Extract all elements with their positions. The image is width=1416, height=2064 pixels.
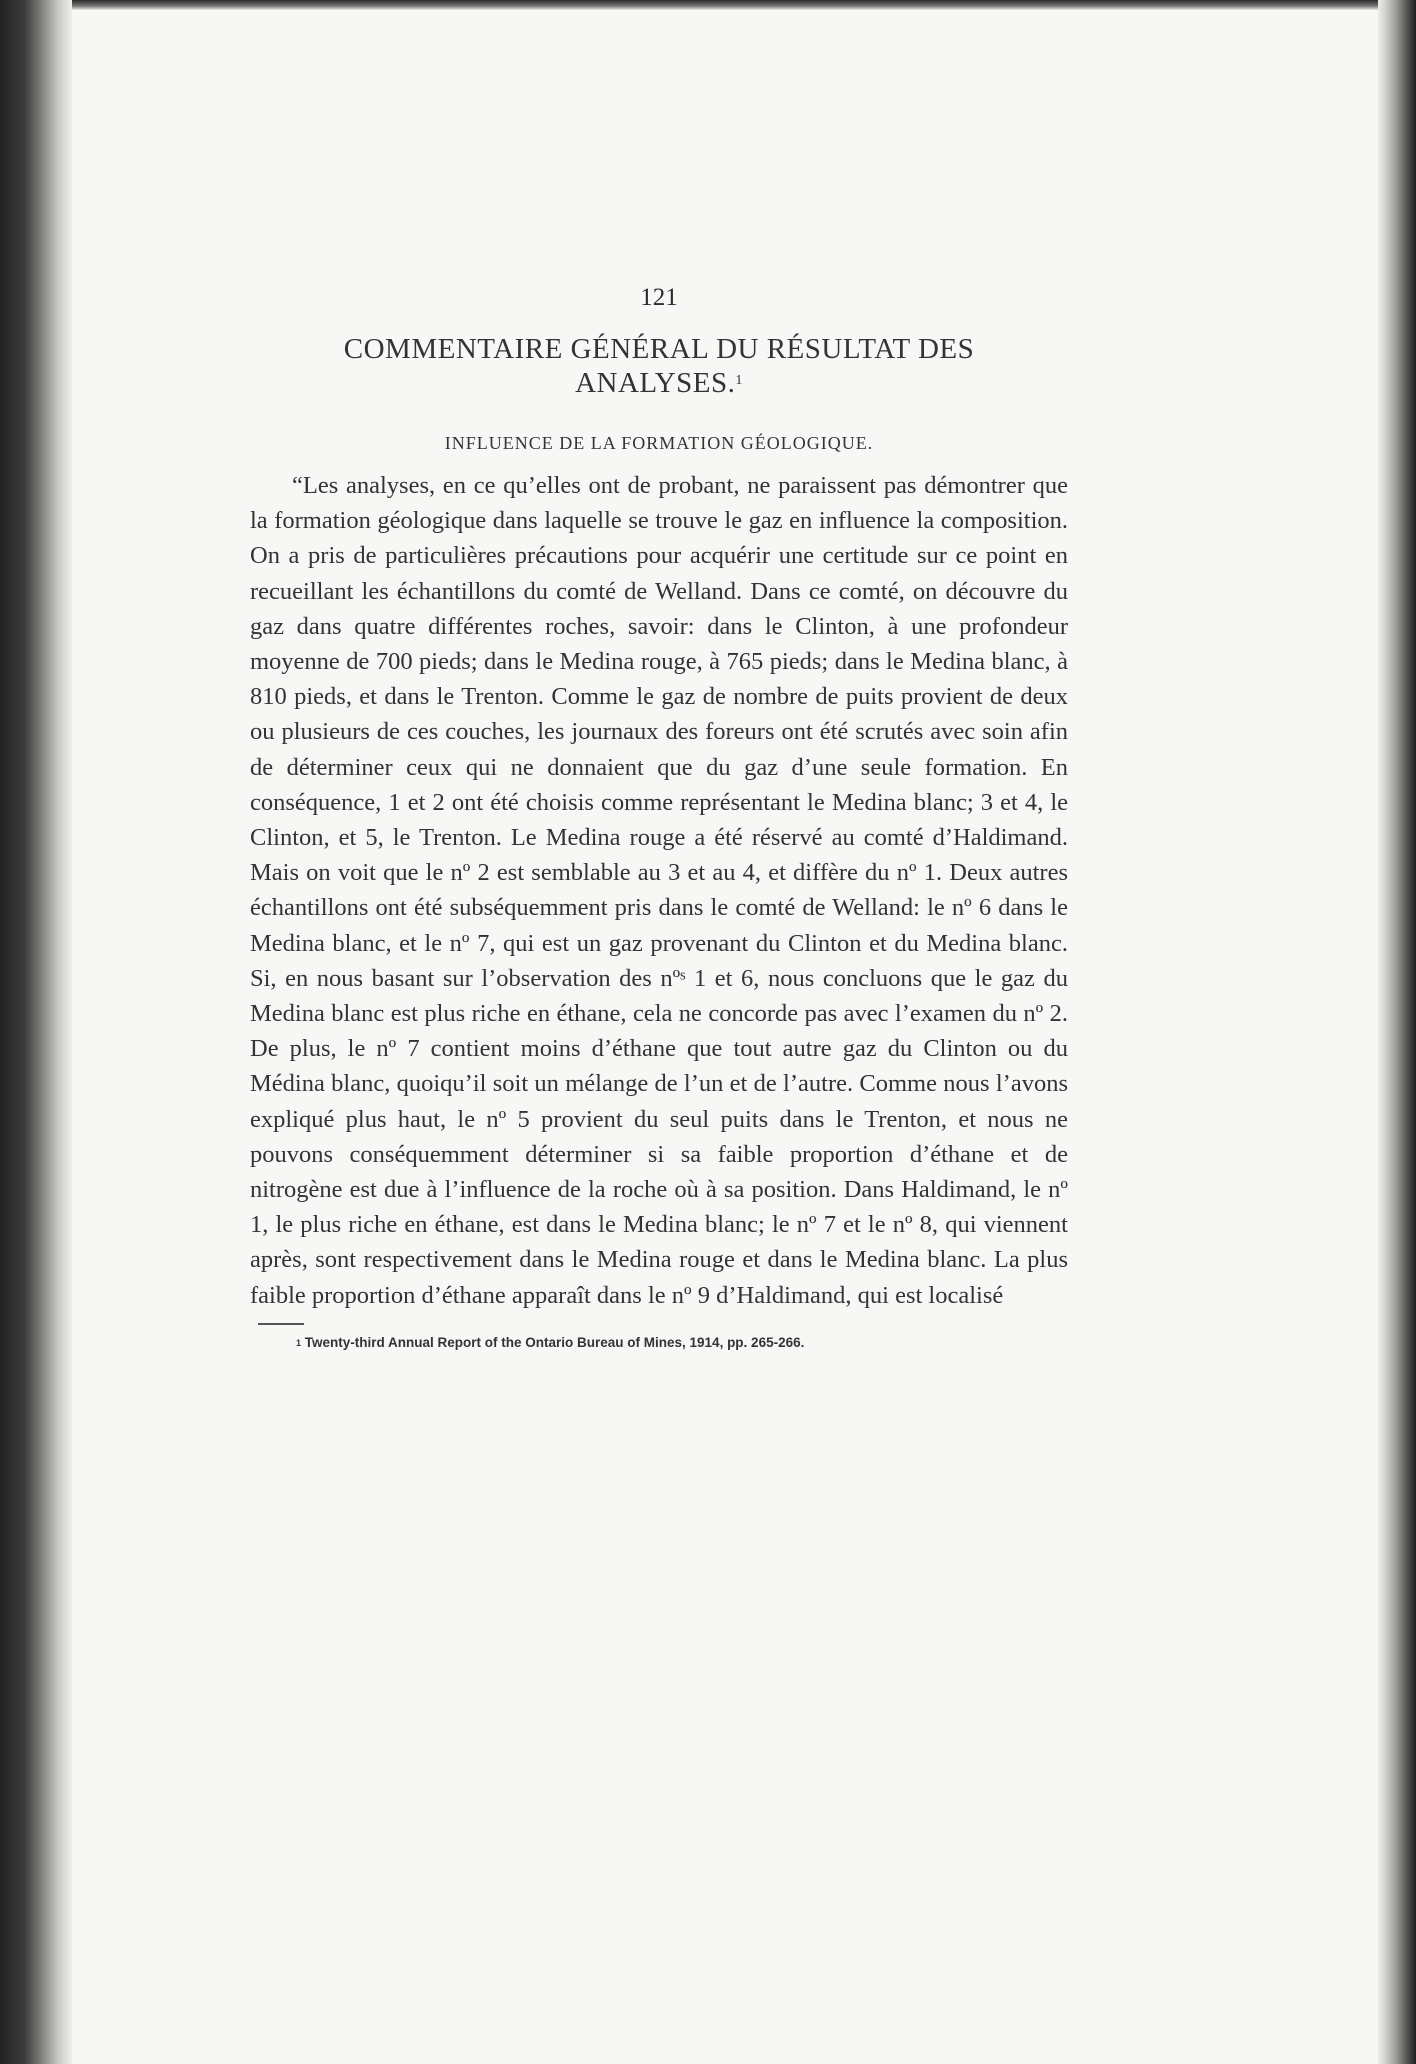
title-line-1: COMMENTAIRE GÉNÉRAL DU RÉSULTAT DES — [343, 333, 975, 365]
page-edge-shadow — [1378, 0, 1416, 2064]
title-line-2-text: ANALYSES. — [575, 367, 736, 399]
footnote-divider — [258, 1323, 304, 1325]
section-heading: INFLUENCE DE LA FORMATION GÉOLOGIQUE. — [444, 433, 874, 453]
page-text — [250, 282, 1068, 1353]
footnote-mark: 1 — [296, 1337, 302, 1348]
footnote-text: Twenty-third Annual Report of the Ontario Bureau of Mines, 1914, pp. 265-266. — [304, 1334, 805, 1350]
body-paragraph: “Les analyses, en ce qu’elles ont de probant, ne paraissent pas démontrer que la formation géologique dans laquelle se trouve le gaz en influence la composition. On a pris de particulières précautions pour acquérir une certitude sur ce point en recueillant les échantillons du comté de Welland. Dans ce comté, on découvre du gaz dans quatre différentes roches, savoir: dans le Clinton, à une profondeur moyenne de 700 pieds; dans le Medina rouge, à 765 pieds; dans le Medina blanc, à 810 pieds, et dans le Trenton. Comme le gaz de nombre de puits provient de deux ou plusieurs de ces couches, les journaux des foreurs ont été scrutés avec soin afin de déterminer ceux qui ne donnaient que du gaz d’une seule formation. En conséquence, 1 et 2 ont été choisis comme représentant le Medina blanc; 3 et 4, le Clinton, et 5, le Trenton. Le Medina rouge a été réservé au comté d’Haldimand. Mais on voit que le nº 2 est semblable au 3 et au 4, et diffère du nº 1. Deux autres échantillons ont été subséquemment pris dans le comté de Welland: le nº 6 dans le Medina blanc, et le nº 7, qui est un gaz provenant du Clinton et du Medina blanc. Si, en nous basant sur l’observation des nºˢ 1 et 6, nous concluons que le gaz du Medina blanc est plus riche en éthane, cela ne concorde pas avec l’examen du nº 2. De plus, le nº 7 contient moins d’éthane que tout autre gaz du Clinton ou du Médina blanc, quoiqu’il soit un mélange de l’un et de l’autre. Comme nous l’avons expliqué plus haut, le nº 5 provient du seul puits dans le Trenton, et nous ne pouvons conséquemment déterminer si sa faible proportion d’éthane et de nitrogène est due à l’influence de la roche où à sa position. Dans Haldimand, le nº 1, le plus riche en éthane, est dans le Medina blanc; le nº 7 et le nº 8, qui viennent après, sont respectivement dans le Medina rouge et dans le Medina blanc. La plus faible proportion d’éthane apparaît dans le nº 9 d’Haldimand, qui est localisé — [250, 472, 1068, 1309]
page-title — [250, 332, 1068, 400]
title-line-2 — [250, 366, 1068, 400]
page-number: 121 — [640, 284, 678, 311]
footnote — [296, 1333, 1068, 1353]
scan-top-edge — [0, 0, 1416, 10]
title-footnote-mark: 1 — [735, 373, 743, 388]
book-spine-shadow — [0, 0, 72, 2064]
